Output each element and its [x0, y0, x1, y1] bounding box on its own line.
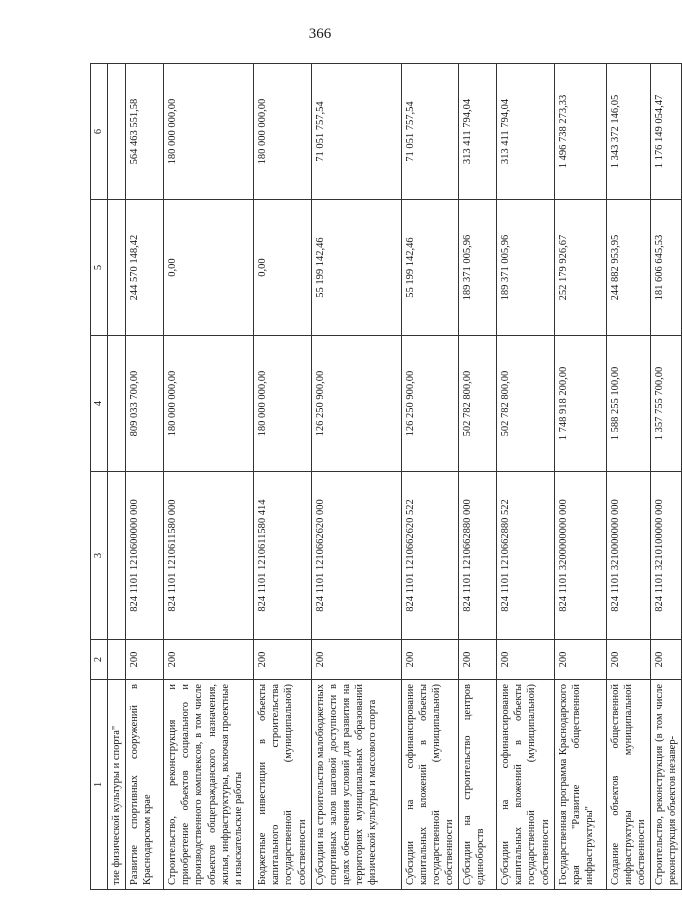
table-row	[497, 64, 555, 890]
row-value-5: 0,00	[254, 200, 312, 336]
row-name: Субсидии на строительство малобюджетных спортивных залов шаговой доступности в целях обеспечения условий для развития на территориях муниципальных образований физической культуры и массового спорта	[311, 680, 401, 890]
column-header: 5	[91, 200, 108, 336]
header-row	[91, 64, 108, 890]
row-code: 824 1101 1210662620 522	[401, 472, 459, 640]
column-header: 1	[91, 680, 108, 890]
row-value-4: 180 000 000,00	[254, 336, 312, 472]
row-name: Развитие спортивных сооружений в Краснодарском крае	[126, 680, 164, 890]
row-value-4: 1 357 755 700,00	[651, 336, 682, 472]
row-code: 824 1101 1210611580 000	[164, 472, 254, 640]
row-value-5: 55 199 142,46	[401, 200, 459, 336]
row-code: 824 1101 1210611580 414	[254, 472, 312, 640]
row-vr: 200	[254, 640, 312, 680]
row-value-4: 809 033 700,00	[126, 336, 164, 472]
row-vr: 200	[497, 640, 555, 680]
row-value-5: 244 570 148,42	[126, 200, 164, 336]
row-code: 824 1101 1210662880 522	[497, 472, 555, 640]
row-value-5: 55 199 142,46	[311, 200, 401, 336]
row-value-4: 126 250 900,00	[311, 336, 401, 472]
row-code: 824 1101 3210100000 000	[651, 472, 682, 640]
row-value-5: 0,00	[164, 200, 254, 336]
page-number: 366	[308, 26, 332, 42]
row-name: Субсидии на софинансирование капитальных вложений в объекты государственной (муниципальной) собственности	[401, 680, 459, 890]
column-header: 6	[91, 64, 108, 200]
row-value-5: 244 882 953,95	[606, 200, 650, 336]
row-value-6: 564 463 551,58	[126, 64, 164, 200]
row-code: 824 1101 1210662620 000	[311, 472, 401, 640]
row-value-6: 313 411 794,04	[497, 64, 555, 200]
row-name: Субсидии на софинансирование капитальных вложений в объекты государственной (муниципальной) собственности	[497, 680, 555, 890]
row-value-5: 252 179 926,67	[554, 200, 606, 336]
row-value-4: 502 782 800,00	[497, 336, 555, 472]
row-name: Строительство, реконструкция (в том числе реконструкция объектов незавер-	[651, 680, 682, 890]
row-name: Строительство, реконструкция и приобретение объектов социального и производственного комплексов, в том числе объектов общегражданского назначения, жилья, инфраструктуры, включая проектные и изыскательские работы	[164, 680, 254, 890]
table-row	[254, 64, 312, 890]
continued-text: тие физической культуры и спорта"	[108, 680, 126, 890]
column-header: 3	[91, 472, 108, 640]
row-name: Субсидии на строительство центров единоборств	[459, 680, 497, 890]
row-name: Бюджетные инвестиции в объекты капитального строительства государственной (муниципальной) собственности	[254, 680, 312, 890]
table-row	[126, 64, 164, 890]
table-row	[651, 64, 682, 890]
row-vr: 200	[606, 640, 650, 680]
table-row	[459, 64, 497, 890]
row-value-6: 180 000 000,00	[254, 64, 312, 200]
table-row	[164, 64, 254, 890]
row-value-4: 1 748 918 200,00	[554, 336, 606, 472]
row-name: Создание объектов общественной инфраструктуры муниципальной собственности	[606, 680, 650, 890]
row-vr: 200	[126, 640, 164, 680]
row-value-4: 502 782 800,00	[459, 336, 497, 472]
row-value-4: 180 000 000,00	[164, 336, 254, 472]
row-value-6: 1 496 738 273,33	[554, 64, 606, 200]
rotated-table-container	[90, 64, 679, 890]
row-vr: 200	[311, 640, 401, 680]
column-header: 2	[91, 640, 108, 680]
row-value-6: 71 051 757,54	[311, 64, 401, 200]
row-value-5: 181 606 645,53	[651, 200, 682, 336]
row-value-5: 189 371 005,96	[459, 200, 497, 336]
row-code: 824 1101 3200000000 000	[554, 472, 606, 640]
budget-table	[90, 63, 682, 890]
table-row	[311, 64, 401, 890]
row-value-4: 126 250 900,00	[401, 336, 459, 472]
continued-row	[108, 64, 126, 890]
row-vr: 200	[651, 640, 682, 680]
row-vr: 200	[554, 640, 606, 680]
row-value-6: 1 176 149 054,47	[651, 64, 682, 200]
row-vr: 200	[459, 640, 497, 680]
column-header: 4	[91, 336, 108, 472]
table-row	[554, 64, 606, 890]
row-code: 824 1101 1210662880 000	[459, 472, 497, 640]
row-value-6: 180 000 000,00	[164, 64, 254, 200]
row-vr: 200	[164, 640, 254, 680]
table-row	[606, 64, 650, 890]
row-value-6: 1 343 372 146,05	[606, 64, 650, 200]
table-row	[401, 64, 459, 890]
row-code: 824 1101 1210600000 000	[126, 472, 164, 640]
row-name: Государственная программа Краснодарского края "Развитие общественной инфраструктуры"	[554, 680, 606, 890]
row-code: 824 1101 3210000000 000	[606, 472, 650, 640]
row-vr: 200	[401, 640, 459, 680]
row-value-4: 1 588 255 100,00	[606, 336, 650, 472]
row-value-5: 189 371 005,96	[497, 200, 555, 336]
row-value-6: 313 411 794,04	[459, 64, 497, 200]
row-value-6: 71 051 757,54	[401, 64, 459, 200]
